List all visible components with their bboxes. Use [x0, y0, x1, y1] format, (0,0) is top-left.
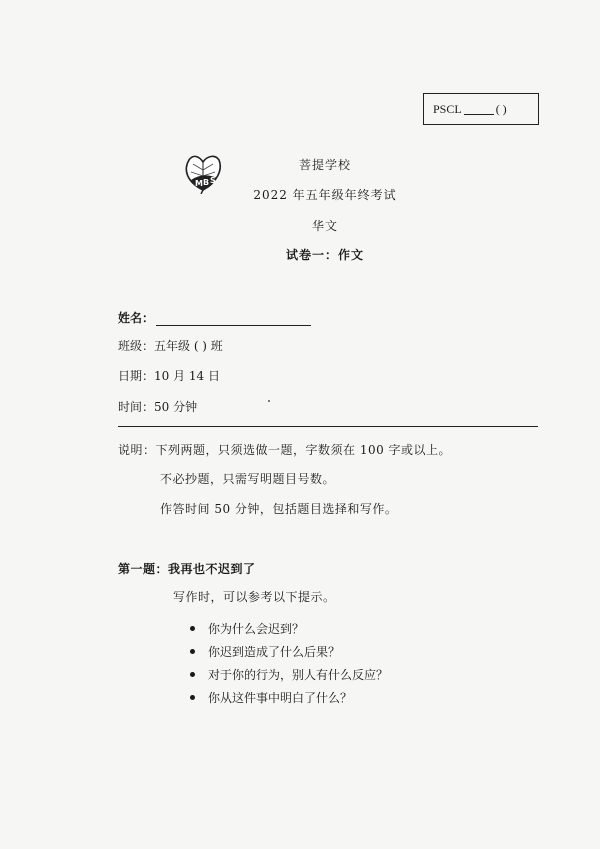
svg-text:S: S [210, 176, 216, 185]
exam-code-box [423, 93, 539, 125]
list-item: 你从这件事中明白了什么？ [190, 689, 352, 706]
name-blank [156, 313, 311, 326]
bullet-icon [190, 672, 195, 677]
scan-speck [268, 400, 270, 402]
bullet-icon [190, 649, 195, 654]
time-row: 时间：50 分钟 [118, 400, 198, 414]
instruction-line-1: 说明：下列两题，只须选做一题，字数须在 100 字或以上。 [118, 443, 452, 457]
list-item: 你迟到造成了什么后果？ [190, 643, 340, 660]
instruction-line-2: 不必抄题，只需写明题目号数。 [160, 472, 336, 486]
exam-code-paren: ( ) [495, 101, 507, 116]
subject: 华文 [311, 219, 338, 233]
bullet-icon [190, 626, 195, 631]
exam-code-prefix: PSCL [433, 101, 462, 116]
bullet-icon [190, 695, 195, 700]
divider [118, 426, 538, 427]
svg-text:B: B [203, 178, 210, 187]
list-item: 你为什么会迟到？ [190, 620, 304, 637]
name-row [118, 309, 311, 326]
school-name: 菩提学校 [298, 158, 351, 172]
class-row: 班级：五年级 ( ) 班 [118, 339, 223, 353]
list-item: 对于你的行为，别人有什么反应？ [190, 666, 388, 683]
question-1-title: 第一题：我再也不迟到了 [118, 562, 256, 576]
instruction-line-3: 作答时间 50 分钟，包括题目选择和写作。 [160, 502, 398, 516]
name-label: 姓名： [118, 311, 155, 325]
question-1-hint: 写作时，可以参考以下提示。 [173, 590, 336, 604]
exam-title: 2022 年五年级年终考试 [253, 188, 397, 202]
date-row: 日期：10 月 14 日 [118, 369, 220, 383]
paper-title: 试卷一：作文 [285, 248, 364, 262]
svg-text:M: M [195, 179, 203, 188]
exam-code-blank [464, 104, 494, 115]
